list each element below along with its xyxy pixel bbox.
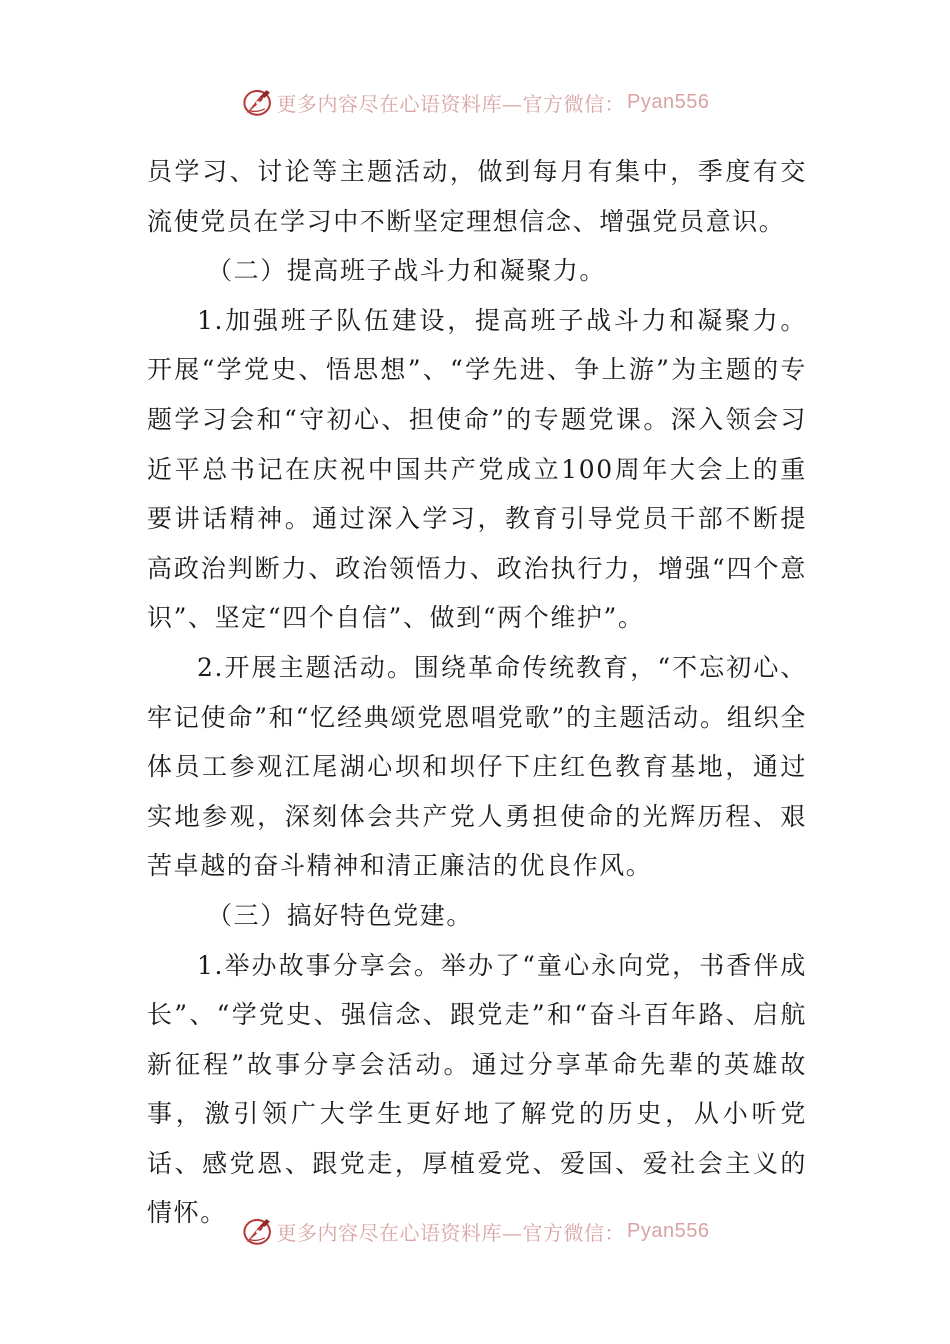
header-banner <box>0 82 950 122</box>
paragraph-2-2: 2.开展主题活动。围绕革命传统教育，“不忘初心、牢记使命”和“忆经典颂党恩唱党歌”的主题活动。组织全体员工参观江尾湖心坝和坝仔下庄红色教育基地，通过实地参观，深刻体会共产党人勇担使命的光辉历程、艰苦卓越的奋斗精神和清正廉洁的优良作风。 <box>147 652 807 881</box>
paragraph-3-1: 1.举办故事分享会。举办了“童心永向党，书香伴成长”、“学党史、强信念、跟党走”和“奋斗百年路、启航新征程”故事分享会活动。通过分享革命先辈的英雄故事，激引领广大学生更好地了解党的历史，从小听党话、感党恩、跟党走，厚植爱党、爱国、爱社会主义的情怀。 <box>147 950 807 1228</box>
section-heading-2: （二）提高班子战斗力和凝聚力。 <box>207 256 607 286</box>
document-body <box>147 147 807 1238</box>
wechat-id: Pyan556 <box>627 90 710 113</box>
paragraph-continued: 员学习、讨论等主题活动，做到每月有集中，季度有交流使党员在学习中不断坚定理想信念、增强党员意识。 <box>147 157 807 236</box>
pen-nib-logo-icon <box>241 85 275 119</box>
wechat-id: Pyan556 <box>627 1219 710 1242</box>
banner-text: 更多内容尽在心语资料库—官方微信： <box>276 1220 626 1245</box>
paragraph-2-1: 1.加强班子队伍建设，提高班子战斗力和凝聚力。开展“学党史、悟思想”、“学先进、争上游”为主题的专题学习会和“守初心、担使命”的专题党课。深入领会习近平总书记在庆祝中国共产党成立100周年大会上的重要讲话精神。通过深入学习，教育引导党员干部不断提高政治判断力、政治领悟力、政治执行力，增强“四个意识”、坚定“四个自信”、做到“两个维护”。 <box>147 305 807 633</box>
pen-nib-logo-icon <box>241 1214 275 1248</box>
section-heading-3: （三）搞好特色党建。 <box>207 900 474 930</box>
banner-text: 更多内容尽在心语资料库—官方微信： <box>276 91 626 116</box>
footer-banner <box>0 1211 950 1251</box>
